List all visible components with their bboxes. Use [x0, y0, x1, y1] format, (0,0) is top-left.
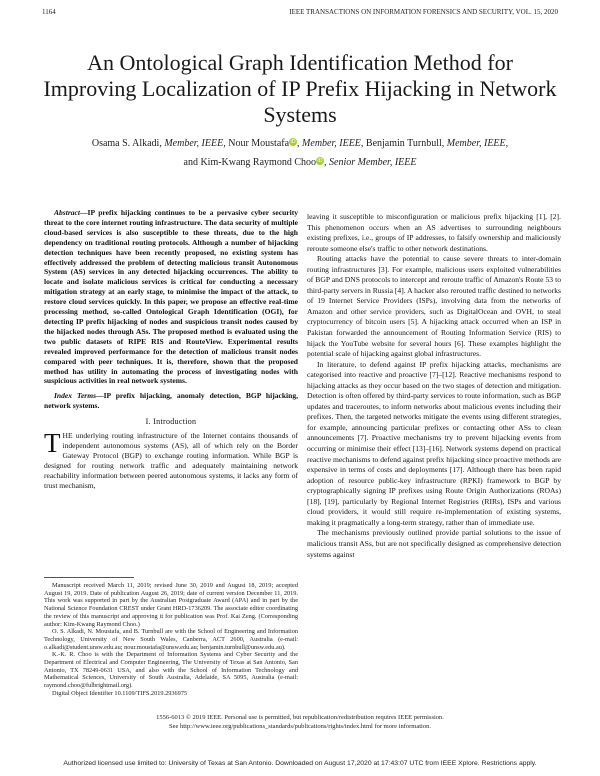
author-2-role: Member, IEEE	[302, 138, 361, 149]
footnote-manuscript: Manuscript received March 11, 2019; revised June 30, 2019 and August 18, 2019; accepted August 19, 2019. Date of publication August 26, 2019; date of current version December 11, 2019. This work was supported in part by the Australian Postgraduate Award (APA) and in part by the National Science Foundation CREST under Grant HRD-1736209. The associate editor coordinating the review of this manuscript and approving it for publication was Prof. Kai Zeng. (Corresponding author: Kim-Kwang Raymond Choo.)	[44, 582, 298, 628]
right-paragraph: leaving it susceptible to misconfiguration or malicious prefix hijacking [1], [2]. This phenomenon occurs when an AS advertises to surrounding neighbours existing prefixes, i.e., groups of IP addresses, to falsify ownership and maliciously reroute someone else's traffic to other network destinations.	[307, 212, 561, 253]
author-4: and Kim-Kwang Raymond Choo	[183, 157, 316, 168]
author-4-role: Senior Member, IEEE	[329, 157, 417, 168]
intro-paragraph	[44, 428, 298, 490]
orcid-icon[interactable]: iD	[317, 158, 323, 164]
footnote-rule	[44, 577, 134, 578]
abstract: Abstract—IP prefix hijacking continues to be a pervasive cyber security threat to the core internet routing infrastructure. The data security of multiple cloud-based services is also susceptible to these threats, due to the high dependency on traditional routing protocols. Although a number of hijacking detection techniques have been recently proposed, no existing system has effectively addressed the problem of detecting malicious transit Autonomous System (AS) services in any detected hijacking occurrences. The ability to locate and isolate malicious services is critical for conducting a necessary mitigation strategy at an early stage, to minimise the impact of the attack, to restore cloud services quickly. In this paper, we propose an effective real-time processing method, so-called Ontological Graph Identification (OGI), for detecting IP prefix hijacking of nodes and suspicious transit nodes caused by the hijacked nodes through ASs. The proposed method is evaluated using the two public datasets of RIPE RIS and RouteView. Experimental results revealed improved performance for the detection of malicious transit nodes compared with peer techniques. It is, therefore, shown that the proposed method has utility in automating the process of investigating nodes with suspicious activities in real network systems.	[44, 208, 298, 386]
intro-first-word: HE	[62, 431, 73, 441]
copyright-line-2[interactable]: See http://www.ieee.org/publications_standards/publications/rights/index.html for more information.	[169, 722, 431, 730]
right-column	[307, 212, 561, 560]
paper-title: An Ontological Graph Identification Method for Improving Localization of IP Prefix Hijacking in Network Systems	[43, 50, 557, 127]
section-heading: I. Introduction	[145, 417, 197, 427]
copyright-line-1: 1556-6013 © 2019 IEEE. Personal use is permitted, but republication/redistribution requires IEEE permission.	[156, 714, 444, 721]
journal-name: IEEE TRANSACTIONS ON INFORMATION FORENSICS AND SECURITY, VOL. 15, 2020	[289, 8, 558, 16]
copyright-notice	[40, 714, 560, 731]
author-2: Nour Moustafa	[228, 138, 290, 149]
footnotes	[44, 582, 298, 698]
right-paragraph: In literature, to defend against IP prefix hijacking attacks, mechanisms are categorised into reactive and proactive [7]–[12]. Reactive mechanisms respond to hijacking attacks as they occur based on the two stages of detection and mitigation. Detection is often offered by third-party services to route information, such as BGP updates and traceroutes, to inform networks about malicious events including their prefixes. Then, the targeted networks mitigate the events using different strategies, for example, announcing particular prefixes or contacting other ASs to clean announcements [7]. Proactive mechanisms try to prevent hijacking events from occurring or minimise their effect [13]–[16]. Network systems depend on practical reactive mechanisms to defend against prefix hijacking since proactive methods are expensive in terms of costs and deployments [17]. Although there has been rapid adoption of resource public-key infrastructure (RPKI) framework to BGP by cryptographically signing IP prefixes using Route Origin Authorizations (ROAs) [18], [19], particularly by Regional Internet Registries (RIRs), ISPs and various cloud providers, it would still require re-implementation of existing systems, making it pragmatically a long-term strategy, rather than of immediate use.	[307, 359, 561, 527]
author-1: Osama S. Alkadi,	[91, 138, 162, 149]
license-footer: Authorized licensed use limited to: University of Texas at San Antonio. Downloaded on August 17,2020 at 17:43:07 UTC from IEEE Xplore. Restrictions apply.	[63, 760, 537, 767]
drop-cap: T	[44, 428, 61, 459]
index-terms: Index Terms—IP prefix hijacking, anomaly detection, BGP hijacking, network systems.	[44, 391, 298, 411]
left-column	[44, 208, 298, 490]
footnote-affiliation-1: O. S. Alkadi, N. Moustafa, and B. Turnbull are with the School of Engineering and Information Technology, University of New South Wales, Canberra, ACT 2600, Australia (e-mail: o.alkadi@student.unsw.edu.au; nour.moustafa@unsw.edu.au; benjamin.turnbull@unsw.edu.au).	[44, 628, 298, 651]
footnote-affiliation-2: K.-K. R. Choo is with the Department of Information Systems and Cyber Security and the Department of Electrical and Computer Engineering, The University of Texas at San Antonio, San Antonio, TX 78249-0631 USA, and also with the School of Information Technology and Mathematical Sciences, University of South Australia, Adelaide, SA 5095, Australia (e-mail: raymond.choo@fulbrightmail.org).	[44, 651, 298, 690]
author-list: Osama S. Alkadi, Member, IEEE, Nour MoustafaiD, Member, IEEE, Benjamin Turnbull, Member, IEEE, and Kim-Kwang Raymond ChooiD, Senior Member, IEEE	[91, 138, 509, 168]
footnote-doi: Digital Object Identifier 10.1109/TIFS.2019.2936975	[52, 689, 188, 697]
intro-text: underlying routing infrastructure of the Internet contains thousands of independent autonomous systems (AS), all of which rely on the Border Gateway Protocol (BGP) to exchange routing information. While BGP is designed for routing network traffic and adequately maintaining network reachability information between peered autonomous systems, it lacks any form of trust mechanism,	[44, 431, 298, 490]
author-3: Benjamin Turnbull,	[365, 138, 445, 149]
running-header	[42, 8, 558, 20]
page-number: 1164	[42, 8, 56, 16]
index-terms-label: Index Terms	[54, 391, 97, 401]
right-paragraph: The mechanisms previously outlined provide partial solutions to the issue of malicious transit ASs, but are not specifically designed as comprehensive detection systems against	[307, 528, 561, 559]
right-paragraph: Routing attacks have the potential to cause severe threats to inter-domain routing infrastructures [3]. For example, malicious users exploited vulnerabilities of BGP and DNS protocols to intercept and reroute traffic of Amazon's Route 53 to third-party servers in Russia [4]. A hacker also rerouted traffic destined to networks of 19 Internet Service Providers (ISPs), involving data from the networks of Amazon and other service providers, such as DigitalOcean and OVH, to steal cryptocurrency of bitcoin users [5]. A hijacking attack occurred when an ISP in Pakistan forwarded the announcement of Routing Information Service (RIS) to hijack the YouTube website for several hours [6]. These examples highlight the potential scale of hijacking against global infrastructures.	[307, 254, 561, 359]
index-terms-text: IP prefix hijacking, anomaly detection, BGP hijacking, network systems.	[44, 391, 298, 411]
orcid-icon[interactable]: iD	[290, 139, 296, 145]
abstract-label: Abstract	[54, 208, 80, 217]
author-3-role: Member, IEEE	[446, 138, 506, 149]
author-1-role: Member, IEEE	[164, 138, 224, 149]
abstract-text: IP prefix hijacking continues to be a pervasive cyber security threat to the core internet routing infrastructure. The data security of multiple cloud-based services is also susceptible to these threats, due to the high dependency on traditional routing protocols. Although a number of hijacking detection techniques have been recently proposed, no existing system has effectively addressed the problem of detecting malicious transit Autonomous System (AS) services in any detected hijacking occurrences. The ability to locate and isolate malicious services is critical for conducting a necessary mitigation strategy at an early stage, to minimise the impact of the attack, to restore cloud services quickly. In this paper, we propose an effective real-time processing method, so-called Ontological Graph Identification (OGI), for detecting IP prefix hijacking of nodes and suspicious transit nodes caused by the hijacked nodes through ASs. The proposed method is evaluated using the two public datasets of RIPE RIS and RouteView. Experimental results revealed improved performance for the detection of malicious transit nodes compared with peer techniques. It is, therefore, shown that the proposed method has utility in automating the process of investigating nodes with suspicious activities in real network systems.	[44, 208, 298, 386]
